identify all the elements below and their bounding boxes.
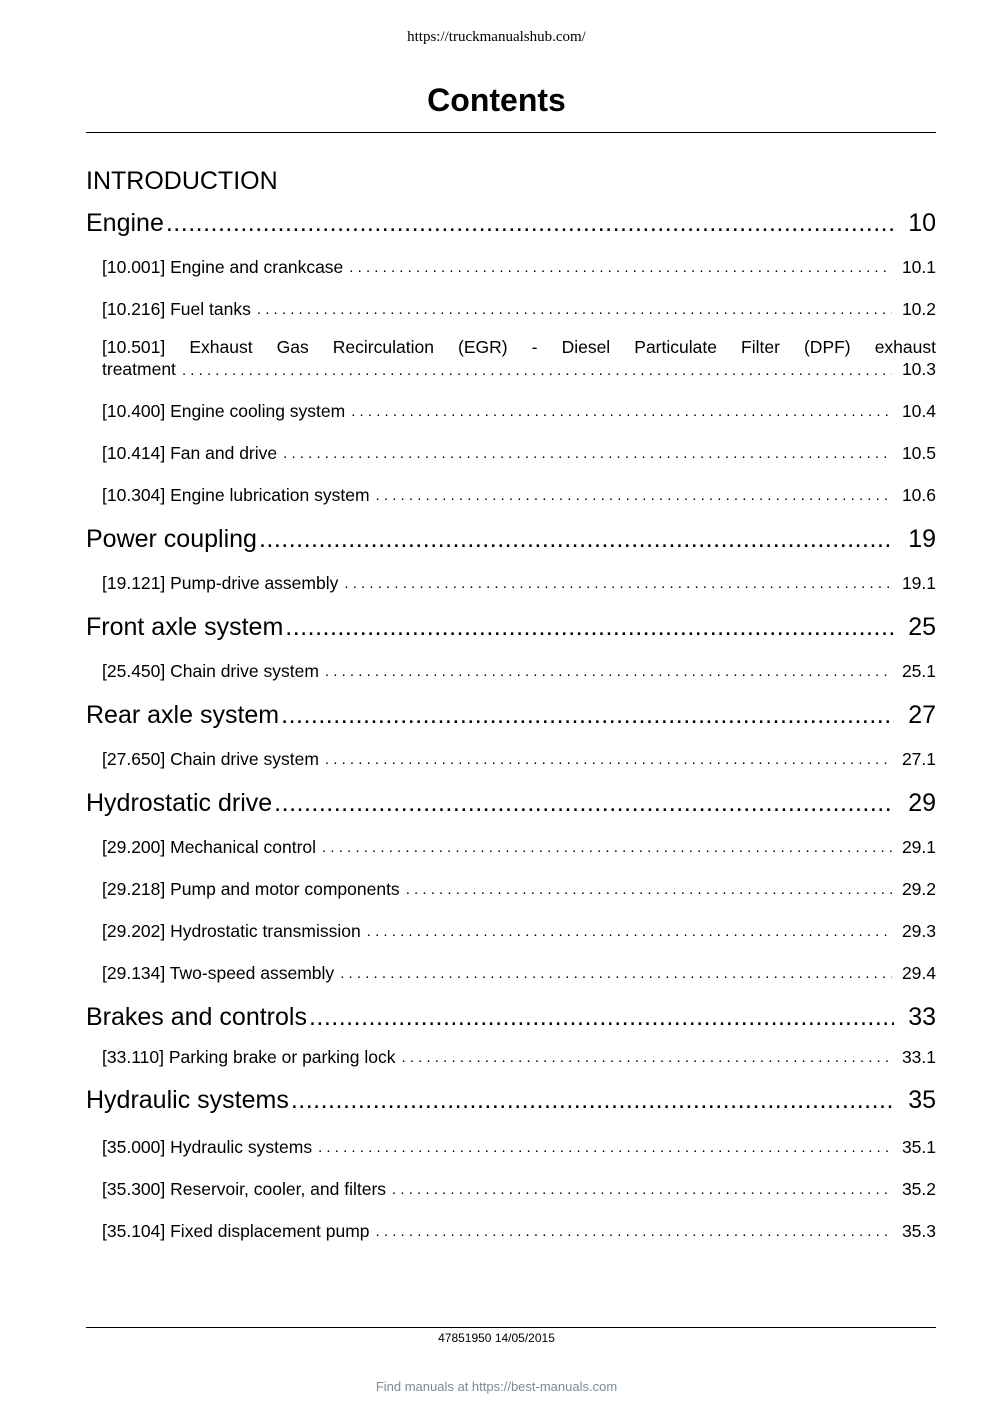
toc-chapter-engine[interactable] — [86, 200, 936, 246]
chapter-label: Hydraulic systems — [86, 1085, 289, 1114]
dot-leader — [291, 1086, 894, 1115]
dot-leader — [322, 839, 892, 856]
toc-entry-fixed-pump[interactable] — [86, 1210, 936, 1252]
entry-label: [35.000] Hydraulic systems — [102, 1136, 313, 1157]
chapter-label: Hydrostatic drive — [86, 788, 273, 817]
entry-label: [25.450] Chain drive system — [102, 660, 319, 681]
toc-entry-rear-chain-drive[interactable] — [86, 738, 936, 780]
dot-leader — [281, 701, 894, 730]
entry-label: [35.300] Reservoir, cooler, and filters — [102, 1178, 387, 1199]
chapter-page: 19 — [908, 524, 936, 553]
dot-leader — [376, 1223, 892, 1240]
chapter-page: 27 — [908, 700, 936, 729]
dot-leader — [166, 209, 894, 238]
table-of-contents — [86, 162, 936, 1252]
entry-label: [35.104] Fixed displacement pump — [102, 1220, 370, 1241]
entry-label: [10.304] Engine lubrication system — [102, 484, 370, 505]
dot-leader — [274, 789, 894, 818]
chapter-page: 25 — [908, 612, 936, 641]
entry-label-line2: treatment — [102, 359, 176, 379]
toc-entry-egr-dpf[interactable] — [86, 330, 936, 390]
entry-label: [29.200] Mechanical control — [102, 836, 317, 857]
dot-leader — [376, 487, 892, 504]
toc-chapter-brakes[interactable] — [86, 994, 936, 1040]
dot-leader — [392, 1181, 892, 1198]
entry-label: [10.414] Fan and drive — [102, 442, 278, 463]
dot-leader — [351, 403, 892, 420]
dot-leader — [325, 663, 892, 680]
toc-entry-mechanical-control[interactable] — [86, 826, 936, 868]
entry-page: 25.1 — [901, 660, 936, 681]
entry-page: 27.1 — [901, 748, 936, 769]
dot-leader — [182, 360, 892, 382]
entry-label: [10.001] Engine and crankcase — [102, 256, 344, 277]
chapter-page: 10 — [908, 208, 936, 237]
entry-label: [10.216] Fuel tanks — [102, 298, 251, 319]
chapter-label: Engine — [86, 208, 164, 237]
toc-entry-pump-motor[interactable] — [86, 868, 936, 910]
entry-page: 35.3 — [901, 1220, 936, 1241]
toc-entry-fan-drive[interactable] — [86, 432, 936, 474]
dot-leader — [325, 751, 892, 768]
dot-leader — [406, 881, 892, 898]
entry-page: 10.4 — [901, 400, 936, 421]
entry-page: 29.2 — [901, 878, 936, 899]
toc-chapter-front-axle[interactable] — [86, 604, 936, 650]
toc-chapter-hydrostatic-drive[interactable] — [86, 780, 936, 826]
toc-entry-engine-crankcase[interactable] — [86, 246, 936, 288]
toc-entry-hydrostatic-transmission[interactable] — [86, 910, 936, 952]
entry-page: 10.6 — [901, 484, 936, 505]
entry-page: 10.5 — [901, 442, 936, 463]
header-rule — [86, 132, 936, 133]
entry-label: [29.202] Hydrostatic transmission — [102, 920, 361, 941]
chapter-label: Power coupling — [86, 524, 257, 553]
toc-entry-pump-drive[interactable] — [86, 562, 936, 604]
dot-leader — [340, 965, 892, 982]
entry-label: [27.650] Chain drive system — [102, 748, 319, 769]
toc-entry-two-speed[interactable] — [86, 952, 936, 994]
entry-label: [10.400] Engine cooling system — [102, 400, 346, 421]
entry-label: [33.110] Parking brake or parking lock — [102, 1046, 396, 1067]
document-code: 47851950 14/05/2015 — [438, 1331, 555, 1345]
toc-entry-parking-brake[interactable] — [86, 1040, 936, 1074]
entry-page: 35.1 — [901, 1136, 936, 1157]
dot-leader — [309, 1003, 894, 1032]
toc-entry-engine-cooling[interactable] — [86, 390, 936, 432]
entry-page: 19.1 — [901, 572, 936, 593]
page-title: Contents — [427, 82, 566, 118]
dot-leader — [349, 259, 892, 276]
chapter-page: 35 — [908, 1085, 936, 1114]
dot-leader — [344, 575, 892, 592]
entry-label: [29.218] Pump and motor components — [102, 878, 400, 899]
source-url[interactable]: https://truckmanualshub.com/ — [407, 29, 586, 45]
chapter-label: Front axle system — [86, 612, 284, 641]
chapter-page: 33 — [908, 1002, 936, 1031]
toc-intro[interactable]: INTRODUCTION — [86, 167, 278, 195]
dot-leader — [285, 613, 894, 642]
toc-entry-fuel-tanks[interactable] — [86, 288, 936, 330]
dot-leader — [257, 301, 892, 318]
dot-leader — [367, 923, 892, 940]
entry-page: 35.2 — [901, 1178, 936, 1199]
toc-entry-reservoir[interactable] — [86, 1168, 936, 1210]
entry-page: 10.1 — [901, 256, 936, 277]
entry-page: 10.3 — [901, 359, 936, 379]
entry-page: 29.4 — [901, 962, 936, 983]
toc-chapter-hydraulic[interactable] — [86, 1074, 936, 1126]
footer-rule — [86, 1327, 936, 1328]
entry-label: [19.121] Pump-drive assembly — [102, 572, 339, 593]
entry-label: [29.134] Two-speed assembly — [102, 962, 335, 983]
toc-entry-hydraulic-systems[interactable] — [86, 1126, 936, 1168]
dot-leader — [318, 1139, 892, 1156]
dot-leader — [401, 1049, 891, 1066]
toc-chapter-rear-axle[interactable] — [86, 692, 936, 738]
dot-leader — [259, 525, 894, 554]
entry-page: 33.1 — [901, 1046, 936, 1067]
dot-leader — [283, 445, 892, 462]
entry-page: 29.1 — [901, 836, 936, 857]
entry-label-line1: [10.501] Exhaust Gas Recirculation (EGR) - Diesel Particulate Filter (DPF) exhaust — [102, 337, 936, 357]
toc-entry-engine-lubrication[interactable] — [86, 474, 936, 516]
toc-entry-front-chain-drive[interactable] — [86, 650, 936, 692]
entry-page: 10.2 — [901, 298, 936, 319]
toc-chapter-power-coupling[interactable] — [86, 516, 936, 562]
entry-page: 29.3 — [901, 920, 936, 941]
chapter-label: Brakes and controls — [86, 1002, 307, 1031]
chapter-label: Rear axle system — [86, 700, 280, 729]
chapter-page: 29 — [908, 788, 936, 817]
find-manuals-link[interactable]: Find manuals at https://best-manuals.com — [375, 1379, 618, 1394]
